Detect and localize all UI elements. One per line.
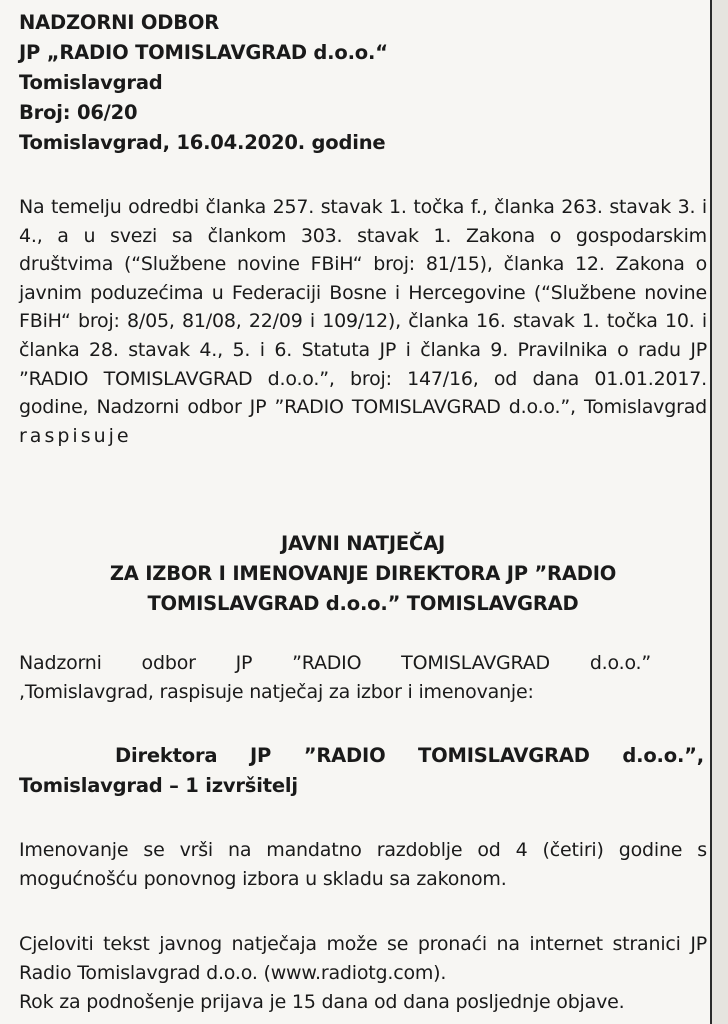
notice-title (19, 529, 707, 619)
position-line-2: Tomislavgrad – 1 izvršitelj (19, 774, 298, 797)
page-edge-bleed (712, 0, 728, 1024)
announcement-line-1: Nadzorni odbor JP ”RADIO TOMISLAVGRAD d.o.o.” (19, 652, 652, 674)
title-line-2: ZA IZBOR I IMENOVANJE DIREKTORA JP ”RADIO (109, 562, 617, 585)
announcement-paragraph (19, 649, 707, 707)
legal-basis-text: Na temelju odredbi članka 257. stavak 1. točka f., članka 263. stavak 3. i 4., a u svezi sa člankom 303. stavak 1. Zakona o gospodarskim društvima (“Službene novine FBiH“ broj: 81/15), članka 12. Zakona o javnim poduzećima u Federaciji Bosne i Hercegovine (“Službene novine FBiH“ broj: 8/05, 81/08, 22/09 i 109/12), članka 16. stavak 1. točka 10. i članka 28. stavak 4., 5. i 6. Statuta JP i članka 9. Pravilnika o radu JP ”RADIO TOMISLAVGRAD d.o.o.”, broj: 147/16, od dana 01.01.2017. godine, Nadzorni odbor JP ”RADIO TOMISLAVGRAD d.o.o.”, Tomislavgrad (19, 196, 707, 419)
position-line-1: Direktora JP ”RADIO TOMISLAVGRAD d.o.o.”, (115, 744, 704, 767)
legal-basis-paragraph (19, 193, 707, 450)
full-text-info: Cjeloviti tekst javnog natječaja može se pronaći na internet stranici JP Radio Tomislavgrad d.o.o. (www.radiotg.com). (19, 933, 707, 984)
notice-header (19, 8, 388, 158)
place-and-date: Tomislavgrad, 16.04.2020. godine (19, 131, 386, 154)
company-city: Tomislavgrad (19, 71, 163, 94)
issuer-name: NADZORNI ODBOR (19, 11, 220, 34)
reference-number: Broj: 06/20 (19, 101, 138, 124)
mandate-paragraph (19, 836, 707, 894)
announcement-line-2: ,Tomislavgrad, raspisuje natječaj za izbor i imenovanje: (19, 681, 534, 703)
footer-paragraph (19, 930, 707, 1017)
mandate-text: Imenovanje se vrši na mandatno razdoblje od 4 (četiri) godine s mogućnošću ponovnog izbora u skladu sa zakonom. (19, 839, 707, 890)
deadline-text: Rok za podnošenje prijava je 15 dana od dana posljednje objave. (19, 991, 625, 1013)
company-name: JP „RADIO TOMISLAVGRAD d.o.o.“ (19, 41, 388, 64)
title-line-3: TOMISLAVGRAD d.o.o.” TOMISLAVGRAD (147, 592, 579, 615)
announces-word: raspisuje (19, 424, 132, 447)
position-title (19, 741, 707, 801)
title-line-1: JAVNI NATJEČAJ (280, 532, 446, 555)
